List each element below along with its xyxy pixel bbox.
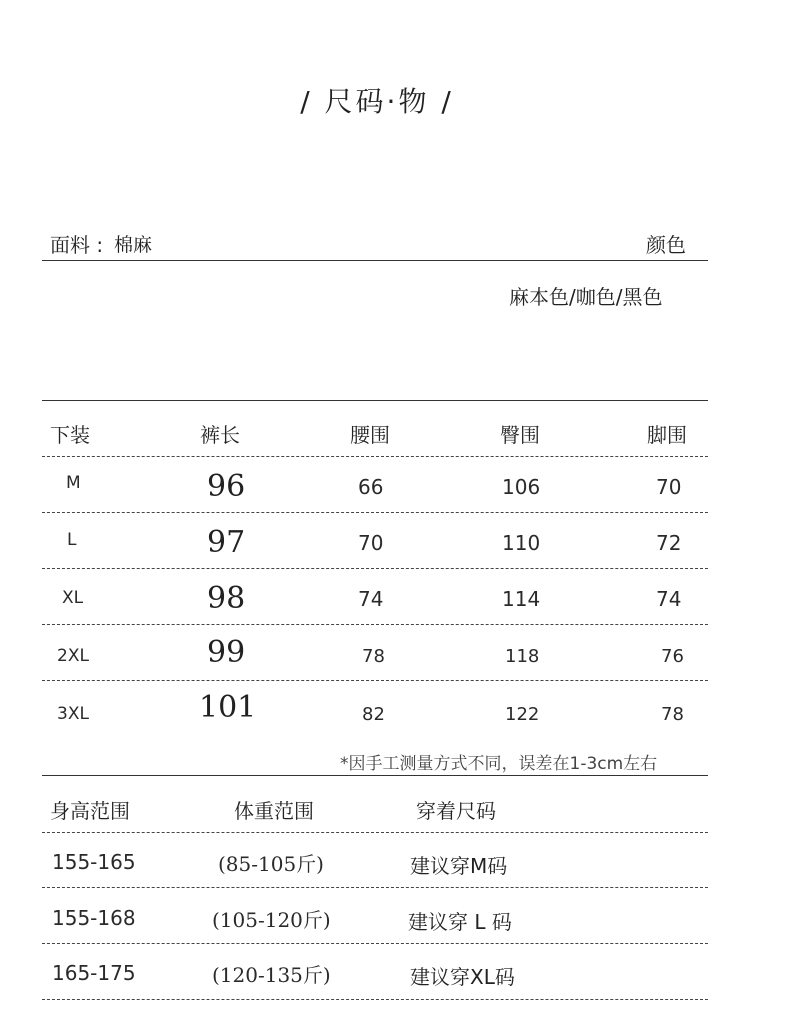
weight-cell: (120-135斤)	[212, 963, 331, 987]
measurement-note: *因手工测量方式不同，误差在1-3cm左右	[340, 754, 658, 774]
header-cell: 裤长	[200, 423, 240, 447]
row-divider	[42, 680, 708, 681]
size-cell: XL	[62, 588, 84, 608]
suggest-cell: 建议穿 L 码	[408, 910, 512, 934]
height-cell: 165-175	[52, 961, 136, 985]
hip-cell: 118	[505, 646, 540, 667]
waist-cell: 70	[358, 531, 384, 555]
hip-cell: 106	[502, 475, 541, 499]
size-cell: 3XL	[57, 704, 89, 724]
length-cell: 101	[199, 690, 257, 725]
header-cell: 身高范围	[50, 799, 130, 823]
header-cell: 体重范围	[234, 799, 314, 823]
color-label: 颜色	[646, 233, 686, 257]
header-cell: 腰围	[350, 423, 390, 447]
length-cell: 98	[207, 581, 246, 616]
section-divider	[42, 260, 708, 261]
hip-cell: 122	[505, 704, 540, 725]
waist-cell: 82	[362, 704, 385, 725]
hip-cell: 114	[502, 587, 541, 611]
row-divider	[42, 943, 708, 944]
page-title: / 尺码·物 /	[300, 85, 454, 118]
material-label: 面料 :	[50, 233, 104, 257]
suggest-cell: 建议穿XL码	[410, 965, 515, 989]
hem-cell: 70	[656, 475, 682, 499]
row-divider	[42, 999, 708, 1000]
row-divider	[42, 456, 708, 457]
row-divider	[42, 568, 708, 569]
waist-cell: 66	[358, 475, 384, 499]
hip-cell: 110	[502, 531, 541, 555]
header-cell: 穿着尺码	[416, 799, 496, 823]
length-cell: 99	[207, 635, 246, 670]
header-cell: 脚围	[647, 423, 687, 447]
waist-cell: 74	[358, 587, 384, 611]
suggest-cell: 建议穿M码	[410, 854, 508, 878]
size-cell: 2XL	[57, 646, 89, 666]
header-cell: 下装	[50, 423, 90, 447]
size-cell: M	[66, 473, 81, 493]
color-options: 麻本色/咖色/黑色	[509, 285, 663, 309]
length-cell: 96	[207, 469, 246, 504]
size-cell: L	[67, 530, 77, 550]
waist-cell: 78	[362, 646, 385, 667]
material-value: 棉麻	[114, 234, 153, 256]
hem-cell: 74	[656, 587, 682, 611]
weight-cell: (85-105斤)	[218, 852, 324, 876]
row-divider	[42, 512, 708, 513]
hem-cell: 76	[661, 646, 684, 667]
hem-cell: 78	[661, 704, 684, 725]
row-divider	[42, 624, 708, 625]
header-cell: 臀围	[500, 423, 540, 447]
hem-cell: 72	[656, 531, 682, 555]
height-cell: 155-168	[52, 906, 136, 930]
row-divider	[42, 887, 708, 888]
size-table-top-border	[42, 400, 708, 401]
row-divider	[42, 832, 708, 833]
length-cell: 97	[207, 525, 246, 560]
recommend-table-top-border	[42, 775, 708, 776]
weight-cell: (105-120斤)	[212, 908, 331, 932]
height-cell: 155-165	[52, 850, 136, 874]
